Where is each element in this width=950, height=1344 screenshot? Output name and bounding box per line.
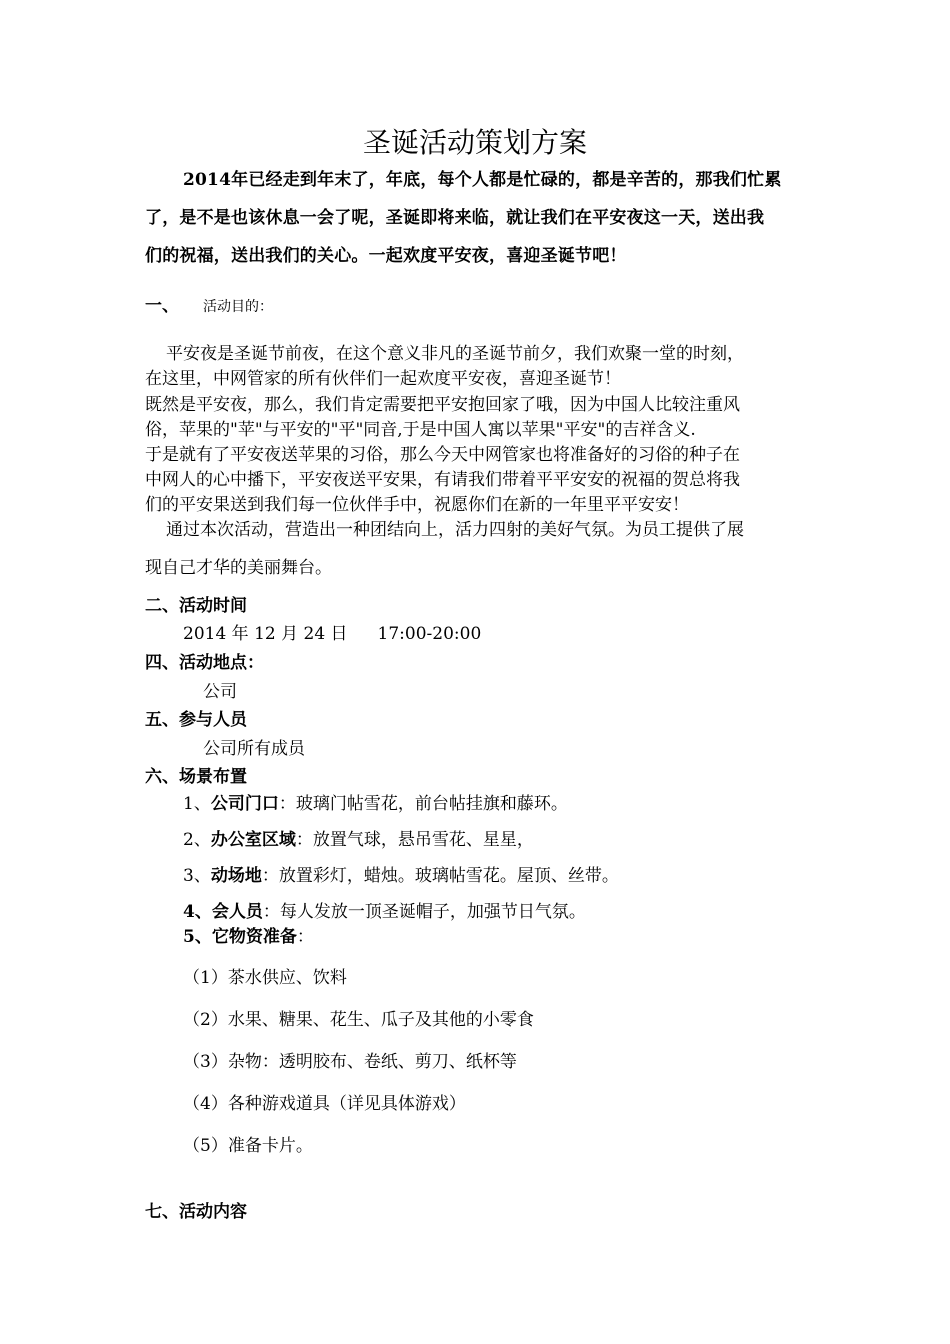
purpose-line-3: 既然是平安夜，那么，我们肯定需要把平安抱回家了哦，因为中国人比较注重风 [145, 395, 740, 415]
setup-item-label: 动场地 [210, 866, 262, 886]
purpose-line-6: 中网人的心中播下，平安夜送平安果，有请我们带着平平安安的祝福的贺总将我 [145, 470, 740, 490]
event-date: 2014 年 12 月 24 日 [183, 624, 348, 644]
purpose-line-9: 现自己才华的美丽舞台。 [145, 558, 332, 578]
event-time: 17:00-20:00 [377, 624, 482, 644]
section-5-heading: 五、参与人员 [145, 710, 247, 730]
setup-item-label: 它物资准备 [211, 927, 297, 947]
setup-item-label: 公司门口 [210, 794, 279, 814]
intro-line-3: 们的祝福，送出我们的关心。一起欢度平安夜，喜迎圣诞节吧！ [145, 246, 627, 266]
setup-item-text: ： [296, 927, 314, 947]
section-4-heading: 四、活动地点： [145, 653, 264, 673]
purpose-line-5: 于是就有了平安夜送苹果的习俗，那么今天中网管家也将准备好的习俗的种子在 [145, 445, 740, 465]
setup-item-4 [183, 900, 586, 924]
document-title: 圣诞活动策划方案 [362, 126, 587, 159]
supply-item-3: （3）杂物：透明胶布、卷纸、剪刀、纸杯等 [183, 1052, 517, 1072]
intro-line-2: 了，是不是也该休息一会了呢，圣诞即将来临，就让我们在平安夜这一天，送出我 [145, 208, 765, 228]
supply-item-4: （4）各种游戏道具（详见具体游戏） [183, 1094, 466, 1114]
section-7-heading: 七、活动内容 [145, 1202, 247, 1222]
setup-item-number: 5、 [183, 927, 212, 947]
setup-item-5 [183, 925, 314, 949]
setup-item-text: ：每人发放一顶圣诞帽子，加强节日气氛。 [262, 902, 586, 922]
setup-item-1 [183, 792, 568, 816]
setup-item-number: 3、 [183, 866, 211, 886]
section-1-number: 一、 [145, 296, 179, 316]
setup-item-text: ：放置气球，悬吊雪花、星星， [295, 830, 534, 850]
purpose-line-7: 们的平安果送到我们每一位伙伴手中，祝愿你们在新的一年里平平安安！ [145, 495, 689, 515]
participants: 公司所有成员 [203, 739, 305, 759]
event-datetime [183, 622, 481, 646]
purpose-line-4: 俗，苹果的"苹"与平安的"平"同音,于是中国人寓以苹果"平安"的吉祥含义. [145, 420, 696, 440]
setup-item-text: ：玻璃门帖雪花，前台帖挂旗和藤环。 [278, 794, 568, 814]
setup-item-2 [183, 828, 534, 852]
purpose-line-2: 在这里，中网管家的所有伙伴们一起欢度平安夜，喜迎圣诞节！ [145, 369, 621, 389]
section-1-label: 活动目的： [203, 299, 273, 315]
supply-item-2: （2）水果、糖果、花生、瓜子及其他的小零食 [183, 1010, 534, 1030]
section-2-heading: 二、活动时间 [145, 596, 247, 616]
intro-line-1: 2014年已经走到年末了，年底，每个人都是忙碌的，都是辛苦的，那我们忙累 [183, 170, 782, 190]
setup-item-number: 2、 [183, 830, 211, 850]
setup-item-label: 办公室区域 [210, 830, 296, 850]
purpose-line-1: 平安夜是圣诞节前夜，在这个意义非凡的圣诞节前夕，我们欢聚一堂的时刻， [166, 344, 744, 364]
setup-item-number: 1、 [183, 794, 211, 814]
event-location: 公司 [203, 682, 237, 702]
setup-item-text: ：放置彩灯，蜡烛。玻璃帖雪花。屋顶、丝带。 [261, 866, 619, 886]
setup-item-label: 会人员 [211, 902, 263, 922]
section-6-heading: 六、场景布置 [145, 767, 247, 787]
supply-item-1: （1）茶水供应、饮料 [183, 968, 347, 988]
setup-item-number: 4、 [183, 902, 212, 922]
setup-item-3 [183, 864, 619, 888]
purpose-line-8: 通过本次活动，营造出一种团结向上，活力四射的美好气氛。为员工提供了展 [166, 520, 744, 540]
supply-item-5: （5）准备卡片。 [183, 1136, 313, 1156]
